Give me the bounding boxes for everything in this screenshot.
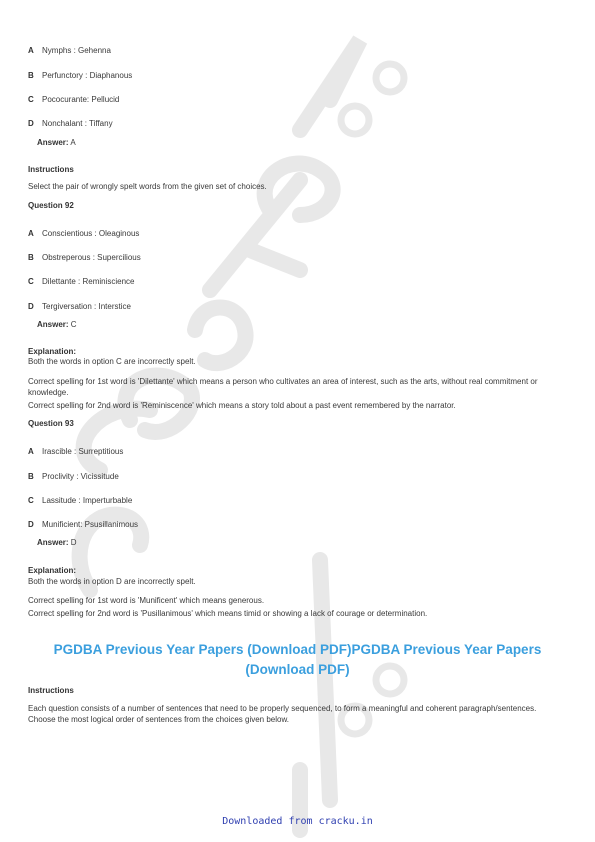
question-93-title: Question 93	[28, 419, 74, 428]
option-text: Munificient: Psusillanimous	[42, 520, 139, 529]
q92-option-c	[28, 277, 134, 286]
q92-explanation-line3: Correct spelling for 2nd word is 'Reminiscence' which means a story told about a past event remembered by the narrator.	[28, 401, 456, 410]
q93-explanation-line1: Both the words in option D are incorrectly spelt.	[28, 577, 196, 586]
option-text: Obstreperous : Supercilious	[42, 253, 141, 262]
answer-label: Answer:	[37, 320, 69, 329]
downloaded-from-link[interactable]: Downloaded from cracku.in	[222, 816, 373, 827]
instructions-heading-2: Instructions	[28, 686, 74, 695]
option-text: Pococurante: Pellucid	[42, 95, 120, 104]
option-text: Dilettante : Reminiscience	[42, 277, 135, 286]
option-text: Irascible : Surreptitious	[42, 447, 124, 456]
instructions-text: Select the pair of wrongly spelt words from the given set of choices.	[28, 182, 267, 191]
option-letter: A	[28, 46, 34, 55]
q91-answer	[37, 138, 76, 147]
option-letter: A	[28, 447, 34, 456]
q92-option-b	[28, 253, 141, 262]
q93-option-b	[28, 472, 119, 481]
q92-explanation-heading: Explanation:	[28, 347, 77, 356]
q91-option-b	[28, 71, 132, 80]
option-letter: C	[28, 95, 34, 104]
q91-option-a	[28, 46, 111, 55]
option-text: Nymphs : Gehenna	[42, 46, 111, 55]
q93-option-a	[28, 447, 123, 456]
instructions-heading: Instructions	[28, 165, 74, 174]
option-letter: C	[28, 496, 34, 505]
q93-option-d	[28, 520, 138, 529]
q93-explanation-line2: Correct spelling for 1st word is 'Munificent' which means generous.	[28, 596, 265, 605]
q92-explanation-line1: Both the words in option C are incorrectly spelt.	[28, 357, 196, 366]
option-letter: B	[28, 472, 34, 481]
answer-value: D	[70, 538, 77, 547]
option-text: Nonchalant : Tiffany	[42, 119, 113, 128]
q91-option-c	[28, 95, 119, 104]
question-92-title: Question 92	[28, 201, 74, 210]
option-letter: D	[28, 119, 34, 128]
option-text: Lassitude : Imperturbable	[42, 496, 133, 505]
q91-option-d	[28, 119, 113, 128]
option-letter: D	[28, 520, 34, 529]
q92-option-d	[28, 302, 131, 311]
option-text: Conscientious : Oleaginous	[42, 229, 140, 238]
q92-explanation-line2: Correct spelling for 1st word is 'Dilettante' which means a person who cultivates an area of interest, such as the arts, without real commitment or knowledge.	[28, 377, 538, 397]
q92-answer	[37, 320, 77, 329]
answer-value: A	[70, 138, 76, 147]
q92-option-a	[28, 229, 139, 238]
option-letter: B	[28, 71, 34, 80]
q93-option-c	[28, 496, 132, 505]
q93-explanation-line3: Correct spelling for 2nd word is 'Pusillanimous' which means timid or showing a lack of courage or determination.	[28, 609, 428, 618]
previous-year-papers-link[interactable]: PGDBA Previous Year Papers (Download PDF)PGDBA Previous Year Papers (Download PDF)	[53, 642, 542, 677]
instructions-text-2: Each question consists of a number of sentences that need to be properly sequenced, to form a meaningful and coherent paragraph/sentences. Choose the most logical order of sentences from the choices given below.	[28, 704, 537, 724]
option-text: Proclivity : Vicissitude	[42, 472, 119, 481]
option-letter: C	[28, 277, 34, 286]
answer-label: Answer:	[37, 538, 69, 547]
q93-explanation-heading: Explanation:	[28, 566, 77, 575]
option-letter: D	[28, 302, 34, 311]
option-letter: B	[28, 253, 34, 262]
answer-value: C	[70, 320, 77, 329]
q93-answer	[37, 538, 77, 547]
option-letter: A	[28, 229, 34, 238]
answer-label: Answer:	[37, 138, 69, 147]
option-text: Tergiversation : Interstice	[42, 302, 131, 311]
option-text: Perfunctory : Diaphanous	[42, 71, 133, 80]
